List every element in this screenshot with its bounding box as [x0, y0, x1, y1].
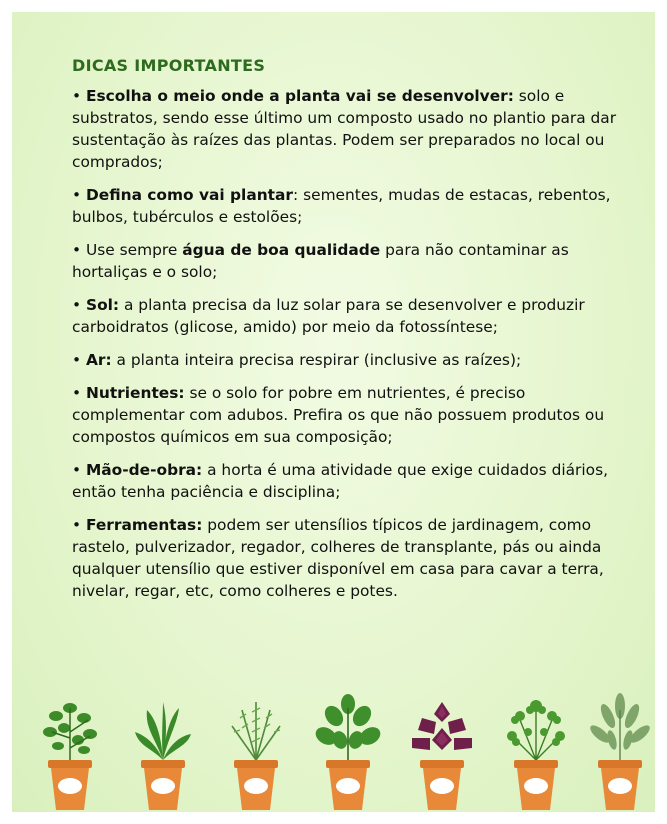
tip-item: • Defina como vai plantar: sementes, mudas de estacas, rebentos, bulbos, tubérculos e estolões;: [72, 186, 611, 226]
tips-card: [12, 12, 655, 812]
tip-item: • Ar: a planta inteira precisa respirar (inclusive as raízes);: [72, 351, 522, 369]
tip-item: • Nutrientes: se o solo for pobre em nutrientes, é preciso complementar com adubos. Prefira os que não possuem produtos ou compostos químicos em sua composição;: [72, 384, 605, 446]
tips-content: [72, 56, 632, 613]
sage-plant-icon: [582, 688, 655, 812]
tip-item: • Ferramentas: podem ser utensílios típicos de jardinagem, como rastelo, pulverizador, regador, colheres de transplante, pás ou ainda qualquer utensílio que estiver disponível em casa para cavar a terra, nivelar, regar, etc, como colheres e potes.: [72, 516, 604, 600]
tip-item: • Sol: a planta precisa da luz solar para se desenvolver e produzir carboidratos (glicose, amido) por meio da fotossíntese;: [72, 296, 585, 336]
tip-item: • Use sempre água de boa qualidade para não contaminar as hortaliças e o solo;: [72, 241, 569, 281]
tip-item: • Escolha o meio onde a planta vai se desenvolver: solo e substratos, sendo esse último um composto usado no plantio para dar sustentação às raízes das plantas. Podem ser preparados no local ou comprados;: [72, 87, 617, 171]
rosemary-plant-icon: [218, 688, 294, 812]
tip-item: • Mão-de-obra: a horta é uma atividade que exige cuidados diários, então tenha paciência e disciplina;: [72, 461, 608, 501]
parsley-plant-icon: [498, 688, 574, 812]
oregano-plant-icon: [32, 688, 108, 812]
page-title: DICAS IMPORTANTES: [72, 56, 266, 75]
potted-plants-row: [12, 688, 655, 812]
basil-plant-icon: [310, 688, 386, 812]
arugula-plant-icon: [125, 688, 201, 812]
purple-basil-plant-icon: [404, 688, 480, 812]
